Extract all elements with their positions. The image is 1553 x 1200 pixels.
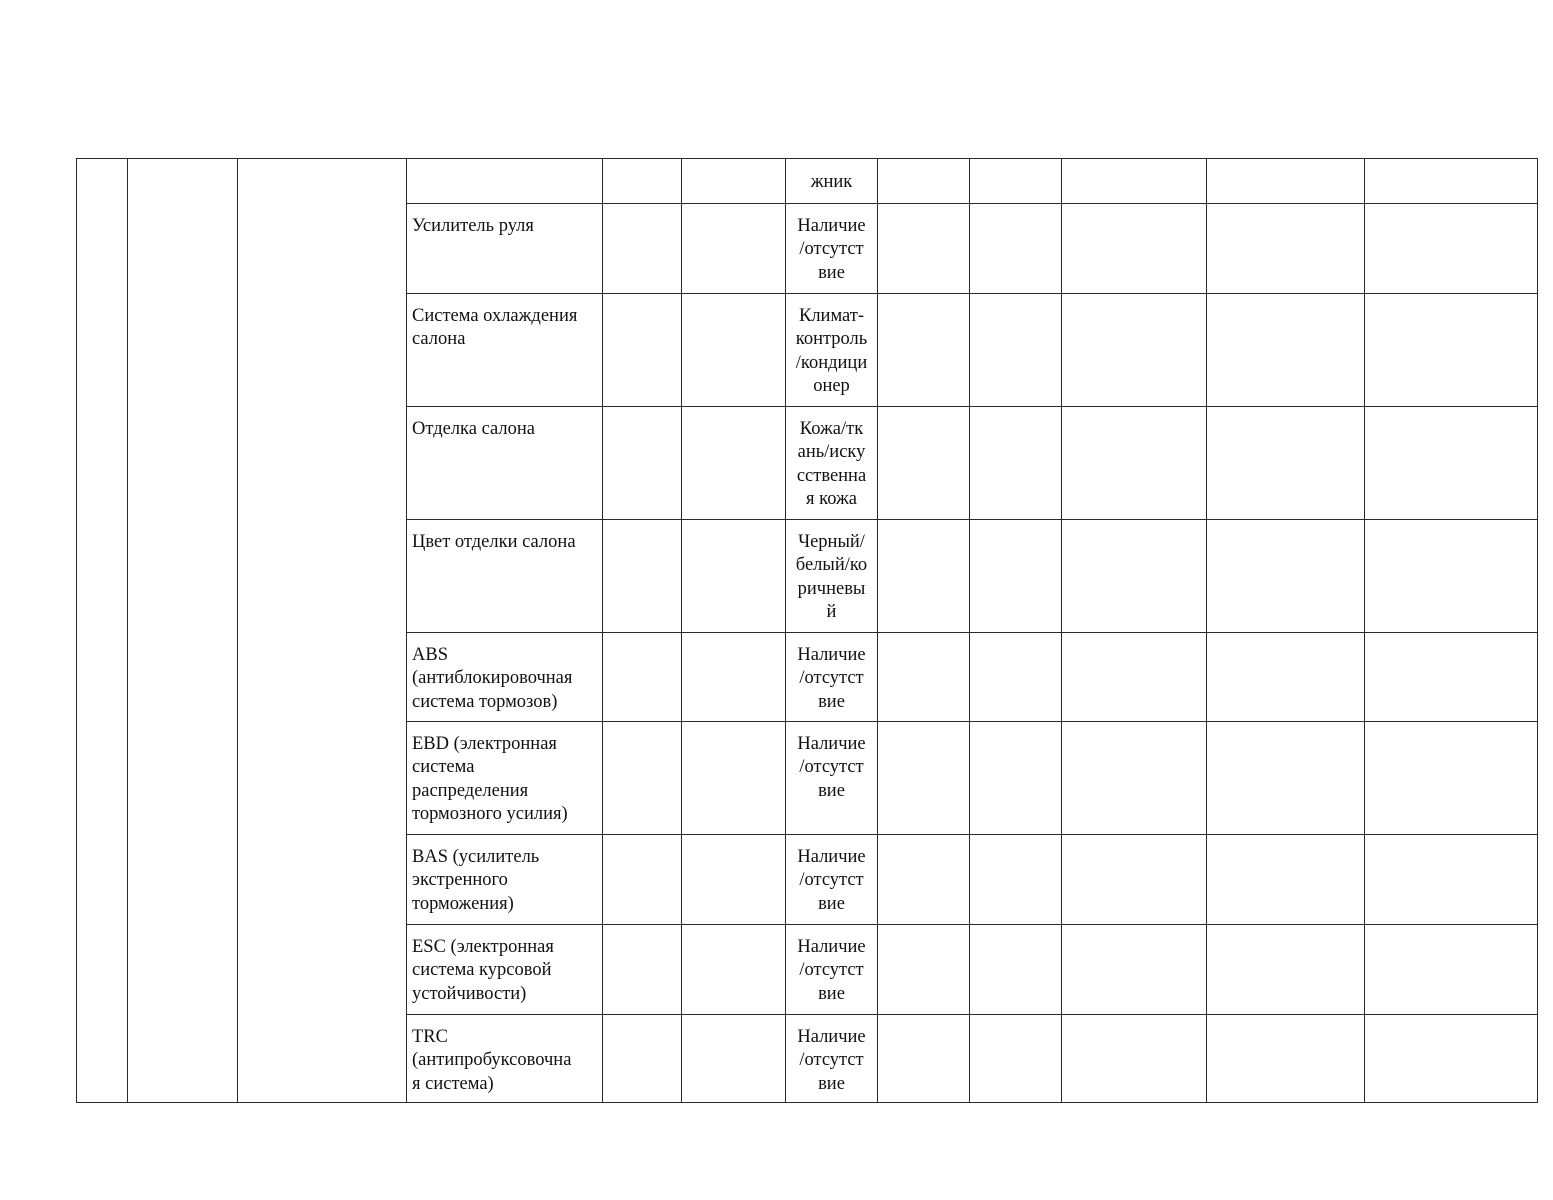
empty-cell	[1365, 204, 1538, 294]
empty-cell	[878, 925, 970, 1015]
empty-cell	[1365, 925, 1538, 1015]
empty-cell	[878, 722, 970, 835]
empty-cell	[603, 925, 682, 1015]
empty-cell	[603, 159, 682, 204]
value-cell: Кожа/тк ань/иску сственна я кожа	[786, 407, 878, 520]
empty-cell	[682, 204, 786, 294]
empty-cell	[970, 633, 1062, 722]
empty-cell	[1062, 407, 1207, 520]
value-cell: Черный/ белый/ко ричневы й	[786, 520, 878, 633]
parameter-cell	[407, 159, 603, 204]
empty-cell	[1365, 294, 1538, 407]
empty-cell	[1207, 633, 1365, 722]
parameter-cell: Цвет отделки салона	[407, 520, 603, 633]
parameter-cell: Система охлаждения салона	[407, 294, 603, 407]
empty-cell	[1062, 722, 1207, 835]
empty-cell	[1365, 407, 1538, 520]
empty-cell	[603, 835, 682, 925]
empty-cell	[682, 407, 786, 520]
empty-cell	[1365, 520, 1538, 633]
empty-cell	[878, 520, 970, 633]
empty-cell	[682, 722, 786, 835]
empty-cell	[878, 159, 970, 204]
empty-cell	[1365, 835, 1538, 925]
empty-cell	[970, 1015, 1062, 1103]
empty-cell	[1062, 633, 1207, 722]
value-cell: Климат- контроль /кондици онер	[786, 294, 878, 407]
merged-description-cell	[238, 159, 407, 1103]
value-cell: Наличие /отсутст вие	[786, 835, 878, 925]
empty-cell	[1365, 1015, 1538, 1103]
empty-cell	[1062, 520, 1207, 633]
empty-cell	[682, 159, 786, 204]
merged-index-cell	[77, 159, 128, 1103]
empty-cell	[603, 407, 682, 520]
empty-cell	[970, 520, 1062, 633]
empty-cell	[603, 633, 682, 722]
empty-cell	[1207, 1015, 1365, 1103]
empty-cell	[1062, 925, 1207, 1015]
parameter-cell: BAS (усилитель экстренного торможения)	[407, 835, 603, 925]
table-row	[77, 159, 1538, 204]
empty-cell	[603, 294, 682, 407]
empty-cell	[603, 520, 682, 633]
specification-table	[76, 158, 1538, 1103]
value-cell: жник	[786, 159, 878, 204]
empty-cell	[878, 835, 970, 925]
empty-cell	[970, 294, 1062, 407]
empty-cell	[1207, 159, 1365, 204]
empty-cell	[682, 294, 786, 407]
empty-cell	[1207, 204, 1365, 294]
empty-cell	[1062, 294, 1207, 407]
parameter-cell: Отделка салона	[407, 407, 603, 520]
empty-cell	[682, 925, 786, 1015]
empty-cell	[970, 722, 1062, 835]
merged-name-cell	[128, 159, 238, 1103]
empty-cell	[878, 633, 970, 722]
parameter-cell: ESC (электронная система курсовой устойчивости)	[407, 925, 603, 1015]
parameter-cell: TRC (антипробуксовочна я система)	[407, 1015, 603, 1103]
value-cell: Наличие /отсутст вие	[786, 633, 878, 722]
empty-cell	[878, 294, 970, 407]
empty-cell	[1207, 925, 1365, 1015]
empty-cell	[682, 1015, 786, 1103]
empty-cell	[682, 835, 786, 925]
empty-cell	[1207, 407, 1365, 520]
empty-cell	[1207, 722, 1365, 835]
empty-cell	[1207, 520, 1365, 633]
empty-cell	[603, 722, 682, 835]
empty-cell	[1365, 159, 1538, 204]
value-cell: Наличие /отсутст вие	[786, 1015, 878, 1103]
empty-cell	[1062, 159, 1207, 204]
empty-cell	[878, 1015, 970, 1103]
value-cell: Наличие /отсутст вие	[786, 204, 878, 294]
empty-cell	[878, 407, 970, 520]
empty-cell	[603, 204, 682, 294]
empty-cell	[1062, 835, 1207, 925]
empty-cell	[603, 1015, 682, 1103]
empty-cell	[970, 925, 1062, 1015]
parameter-cell: Усилитель руля	[407, 204, 603, 294]
empty-cell	[1062, 1015, 1207, 1103]
value-cell: Наличие /отсутст вие	[786, 722, 878, 835]
parameter-cell: EBD (электронная система распределения тормозного усилия)	[407, 722, 603, 835]
parameter-cell: ABS (антиблокировочная система тормозов)	[407, 633, 603, 722]
empty-cell	[1365, 722, 1538, 835]
empty-cell	[970, 204, 1062, 294]
empty-cell	[1365, 633, 1538, 722]
empty-cell	[1062, 204, 1207, 294]
empty-cell	[682, 520, 786, 633]
empty-cell	[1207, 835, 1365, 925]
empty-cell	[970, 835, 1062, 925]
empty-cell	[1207, 294, 1365, 407]
empty-cell	[878, 204, 970, 294]
empty-cell	[970, 407, 1062, 520]
value-cell: Наличие /отсутст вие	[786, 925, 878, 1015]
empty-cell	[682, 633, 786, 722]
empty-cell	[970, 159, 1062, 204]
